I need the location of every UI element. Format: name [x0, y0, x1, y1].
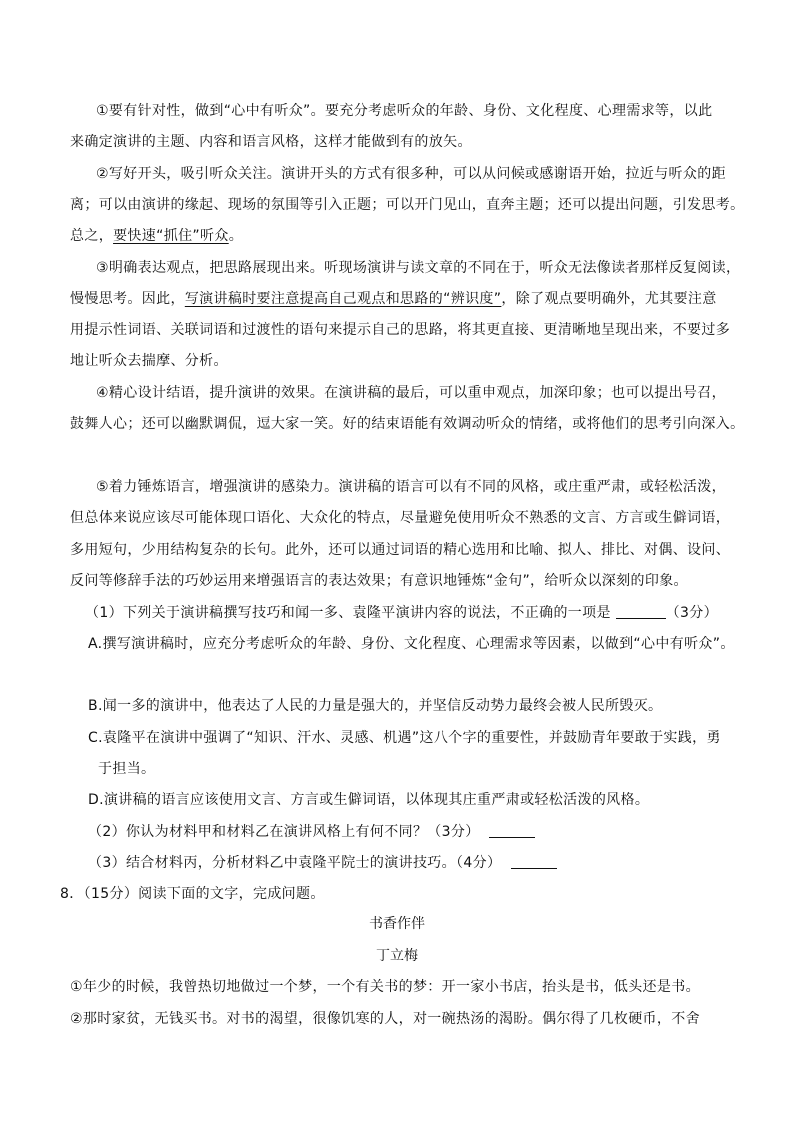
question1-option-d: D.演讲稿的语言应该使用文言、方言或生僻词语，以体现其庄重严肃或轻松活泼的风格。	[88, 792, 650, 808]
section8-paragraph1: ①年少的时候，我曾热切地做过一个梦，一个有关书的梦：开一家小书店，抬头是书，低头还是书。	[70, 979, 700, 995]
para3-line2-prefix: 慢慢思考。因此，	[70, 291, 185, 307]
question1-stem: （1）下列关于演讲稿撰写技巧和闻一多、袁隆平演讲内容的说法，不正确的一项是	[85, 605, 611, 621]
question1-answer-blank[interactable]	[616, 604, 666, 619]
question3-answer-blank[interactable]	[511, 854, 557, 869]
section8-heading: 8．（15分）阅读下面的文字，完成问题。	[60, 886, 325, 902]
question1-points: （3分）	[665, 605, 718, 621]
para3-line3: 用提示性词语、关联词语和过渡性的语句来提示自己的思路，将其更直接、更清晰地呈现出来，不要过多	[70, 322, 731, 338]
para1-line2: 来确定演讲的主题、内容和语言风格，这样才能做到有的放矢。	[70, 134, 472, 150]
para5-line3: 多用短句，少用结构复杂的长句。此外，还可以通过词语的精心选用和比喻、拟人、排比、对偶、设问、	[70, 542, 731, 558]
para5-line4: 反问等修辞手法的巧妙运用来增强语言的表达效果；有意识地锤炼“金句”，给听众以深刻的印象。	[70, 573, 688, 589]
question2-text: （2）你认为材料甲和材料乙在演讲风格上有何不同？（3分）	[88, 824, 480, 840]
para5-line2: 但总体来说应该尽可能体现口语化、大众化的特点，尽量避免使用听众不熟悉的文言、方言或生僻词语，	[70, 510, 731, 526]
question1-option-c-line1: C.袁隆平在演讲中强调了“知识、汗水、灵感、机遇”这八个字的重要性，并鼓励青年要敢于实践，勇	[88, 730, 721, 746]
para3-underlined-phrase: 写演讲稿时要注意提高自己观点和思路的“辨识度”	[184, 291, 502, 307]
para4-line1: ④精心设计结语，提升演讲的效果。在演讲稿的最后，可以重申观点，加深印象；也可以提出号召，	[96, 385, 726, 401]
question2-answer-blank[interactable]	[489, 823, 535, 838]
question1-option-c-line2: 于担当。	[98, 761, 156, 777]
para1-line1: ①要有针对性，做到“心中有听众”。要充分考虑听众的年龄、身份、文化程度、心理需求等，以此	[96, 103, 713, 119]
para3-line4: 地让听众去揣摩、分析。	[70, 353, 228, 369]
para3-line2	[70, 289, 717, 309]
question1-option-a: A.撰写演讲稿时，应充分考虑听众的年龄、身份、文化程度、心理需求等因素，以做到“心中有听众”。	[88, 636, 735, 652]
para2-line2: 离；可以由演讲的缘起、现场的氛围等引入正题；可以开门见山，直奔主题；还可以提出问题，引发思考。	[70, 197, 745, 213]
question3-line	[88, 853, 557, 873]
para4-line2: 鼓舞人心；还可以幽默调侃，逗大家一笑。好的结束语能有效调动听众的情绪，或将他们的思考引向深入。	[70, 416, 745, 432]
question2-line	[88, 822, 535, 842]
para2-line1: ②写好开头，吸引听众关注。演讲开头的方式有很多种，可以从问候或感谢语开始，拉近与听众的距	[96, 166, 726, 182]
para2-underlined-phrase: 要快速“抓住”听众	[113, 228, 229, 244]
para3-line2-suffix: ，除了观点要明确外，尤其要注意	[501, 291, 717, 307]
section8-paragraph2: ②那时家贫，无钱买书。对书的渴望，很像饥寒的人，对一碗热汤的渴盼。偶尔得了几枚硬币，不舍	[70, 1011, 700, 1027]
para5-line1: ⑤着力锤炼语言，增强演讲的感染力。演讲稿的语言可以有不同的风格，或庄重严肃，或轻松活泼，	[96, 479, 726, 495]
question3-text: （3）结合材料丙，分析材料乙中袁隆平院士的演讲技巧。（4分）	[88, 855, 502, 871]
section8-title: 书香作伴	[369, 916, 425, 932]
para3-line1: ③明确表达观点，把思路展现出来。听现场演讲与读文章的不同在于，听众无法像读者那样反复阅读，	[96, 260, 741, 276]
para2-line3	[70, 226, 243, 246]
section8-author: 丁立梅	[376, 948, 418, 964]
para2-line3-prefix: 总之，	[70, 228, 114, 244]
question1-stem-line	[85, 603, 718, 623]
question1-option-b: B.闻一多的演讲中，他表达了人民的力量是强大的，并坚信反动势力最终会被人民所毁灭。	[88, 698, 663, 714]
para2-line3-suffix: 。	[228, 228, 244, 244]
